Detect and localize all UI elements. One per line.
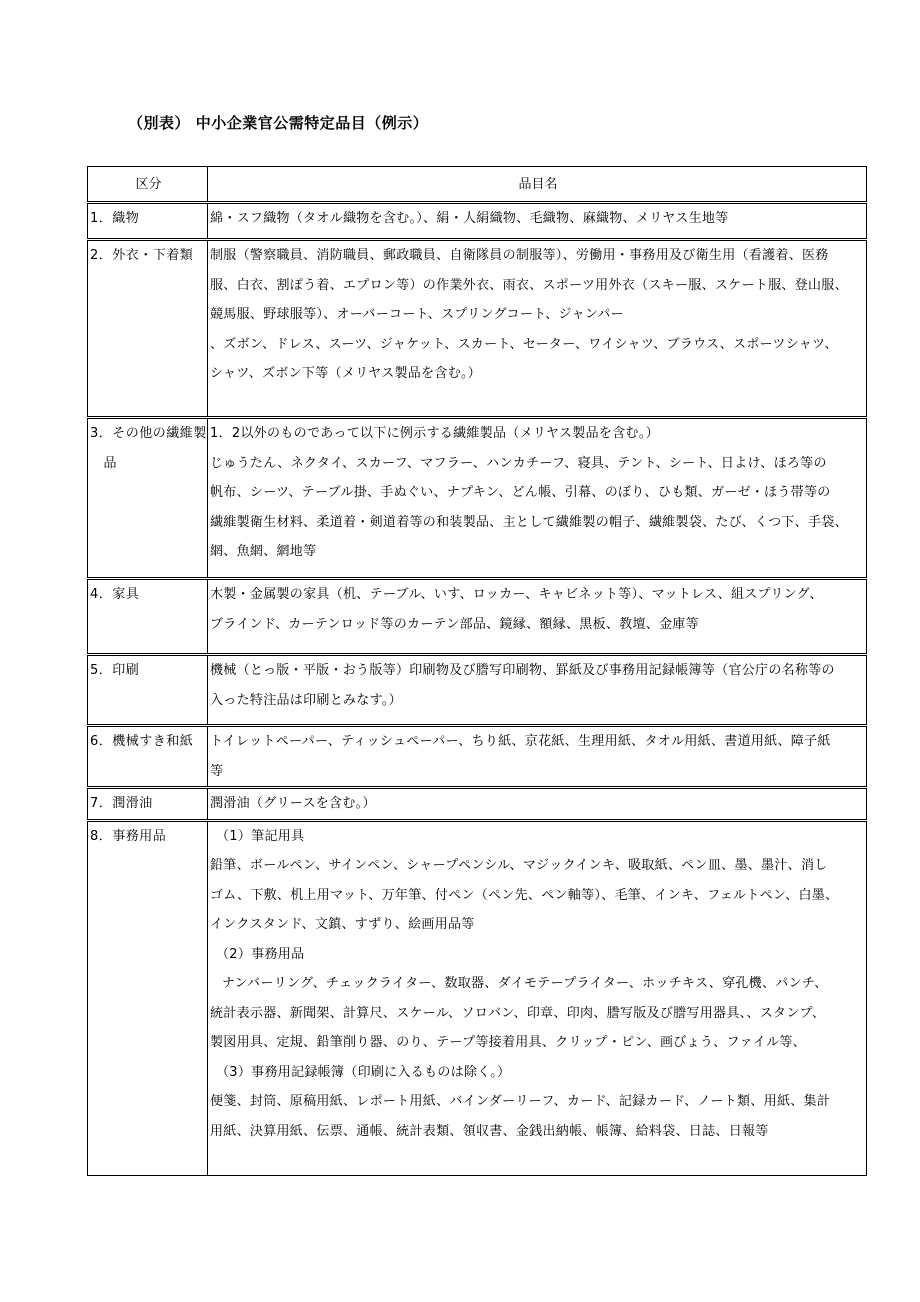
row-items <box>208 820 867 1175</box>
item-line: 繊維製衛生材料、柔道着・剣道着等の和装製品、主として繊維製の帽子、繊維製袋、たび、くつ下、手袋、 <box>210 514 848 530</box>
table-row <box>88 203 867 240</box>
row-items <box>208 240 867 418</box>
item-line: 用紙、決算用紙、伝票、通帳、統計表類、領収書、金銭出納帳、帳簿、給料袋、日誌、日報等 <box>210 1123 769 1139</box>
item-line: 制服（警察職員、消防職員、郵政職員、自衛隊員の制服等）、労働用・事務用及び衛生用（看護着、医務 <box>210 248 829 263</box>
item-line: じゅうたん、ネクタイ、スカーフ、マフラー、ハンカチーフ、寝具、テント、シート、日よけ、ほろ等の <box>210 455 827 471</box>
row-items <box>208 655 867 726</box>
table-header-row <box>88 167 867 203</box>
item-line: 、ズボン、ドレス、スーツ、ジャケット、スカート、セーター、ワイシャツ、ブラウス、スポーツシャツ、 <box>210 336 838 352</box>
item-line: 入った特注品は印刷とみなす。） <box>210 692 402 708</box>
table-row <box>88 579 867 655</box>
table-row <box>88 788 867 821</box>
item-line: 機械（とっ版・平版・おう版等）印刷物及び謄写印刷物、罫紙及び事務用記録帳簿等（官公庁の名称等の <box>210 663 835 678</box>
item-line: トイレットペーパー、ティッシュペーパー、ちり紙、京花紙、生理用紙、タオル用紙、書道用紙、障子紙 <box>210 734 831 749</box>
item-line: インクスタンド、文鎮、すずり、絵画用品等 <box>210 917 475 932</box>
row-category: 2．外衣・下着類 <box>88 240 208 418</box>
table-row <box>88 418 867 579</box>
item-line: 木製・金属製の家具（机、テーブル、いす、ロッカー、キャビネット等）、マットレス、組スプリング、 <box>210 587 823 602</box>
item-line: 競馬服、野球服等）、オーバーコート、スプリングコート、ジャンパー <box>210 307 624 322</box>
row-items <box>208 203 867 240</box>
item-subheading: （2）事務用品 <box>216 946 305 962</box>
header-category: 区分 <box>88 167 208 203</box>
header-item-name: 品目名 <box>208 167 867 203</box>
row-items <box>208 726 867 788</box>
item-line: 服、白衣、割ぽう着、エプロン等）の作業外衣、雨衣、スポーツ用外衣（スキー服、スケート服、登山服、 <box>210 277 848 293</box>
item-line: 製図用具、定規、鉛筆削り器、のり、テープ等接着用具、クリップ・ピン、画びょう、ファイル等、 <box>210 1035 807 1050</box>
table-row <box>88 820 867 1175</box>
item-line: 1．2以外のものであって以下に例示する繊維製品（メリヤス製品を含む。） <box>210 426 659 441</box>
item-line: ナンバーリング、チェックライター、数取器、ダイモテープライター、ホッチキス、穿孔機、パンチ、 <box>222 976 828 991</box>
item-subheading: （1）筆記用具 <box>216 828 305 844</box>
row-category: 4．家具 <box>88 579 208 655</box>
item-line: 便箋、封筒、原稿用紙、レポート用紙、バインダーリーフ、カード、記録カード、ノート類、用紙、集計 <box>210 1094 831 1109</box>
items-table <box>87 166 867 1176</box>
row-category: 8．事務用品 <box>88 820 208 1175</box>
table-row <box>88 655 867 726</box>
item-line: 統計表示器、新聞架、計算尺、スケール、ソロバン、印章、印肉、謄写版及び謄写用器具、、スタンプ、 <box>210 1005 826 1021</box>
row-category: 7．潤滑油 <box>88 788 208 821</box>
page-title: （別表） 中小企業官公需特定品目（例示） <box>128 114 429 132</box>
item-line: 潤滑油（グリースを含む。） <box>210 796 376 811</box>
row-category: 1．織物 <box>88 203 208 240</box>
item-line: ゴム、下敷、机上用マット、万年筆、付ペン（ペン先、ペン軸等）、毛筆、インキ、フェルトペン、白墨、 <box>210 887 839 903</box>
item-line: ブラインド、カーテンロッド等のカーテン部品、鏡縁、額縁、黒板、教壇、金庫等 <box>210 616 699 632</box>
row-items <box>208 579 867 655</box>
item-line: 鉛筆、ボールペン、サインペン、シャープペンシル、マジックインキ、吸取紙、ペン皿、墨、墨汁、消し <box>210 858 828 873</box>
row-category: 6．機械すき和紙 <box>88 726 208 788</box>
item-line: 等 <box>210 763 224 779</box>
row-category: 3．その他の繊維製 品 <box>88 418 208 579</box>
row-items <box>208 418 867 579</box>
item-line: 帆布、シーツ、テーブル掛、手ぬぐい、ナプキン、どん帳、引幕、のぼり、ひも類、ガーゼ・ほう帯等の <box>210 485 831 500</box>
item-subheading: （3）事務用記録帳簿（印刷に入るものは除く。） <box>216 1064 511 1080</box>
item-line: 綿・スフ織物（タオル織物を含む。）、絹・人絹織物、毛織物、麻織物、メリヤス生地等 <box>210 211 729 226</box>
row-category: 5．印刷 <box>88 655 208 726</box>
row-items <box>208 788 867 821</box>
item-line: シャツ、ズボン下等（メリヤス製品を含む。） <box>210 366 482 381</box>
table-row <box>88 726 867 788</box>
item-line: 網、魚網、網地等 <box>210 544 317 559</box>
table-row <box>88 240 867 418</box>
